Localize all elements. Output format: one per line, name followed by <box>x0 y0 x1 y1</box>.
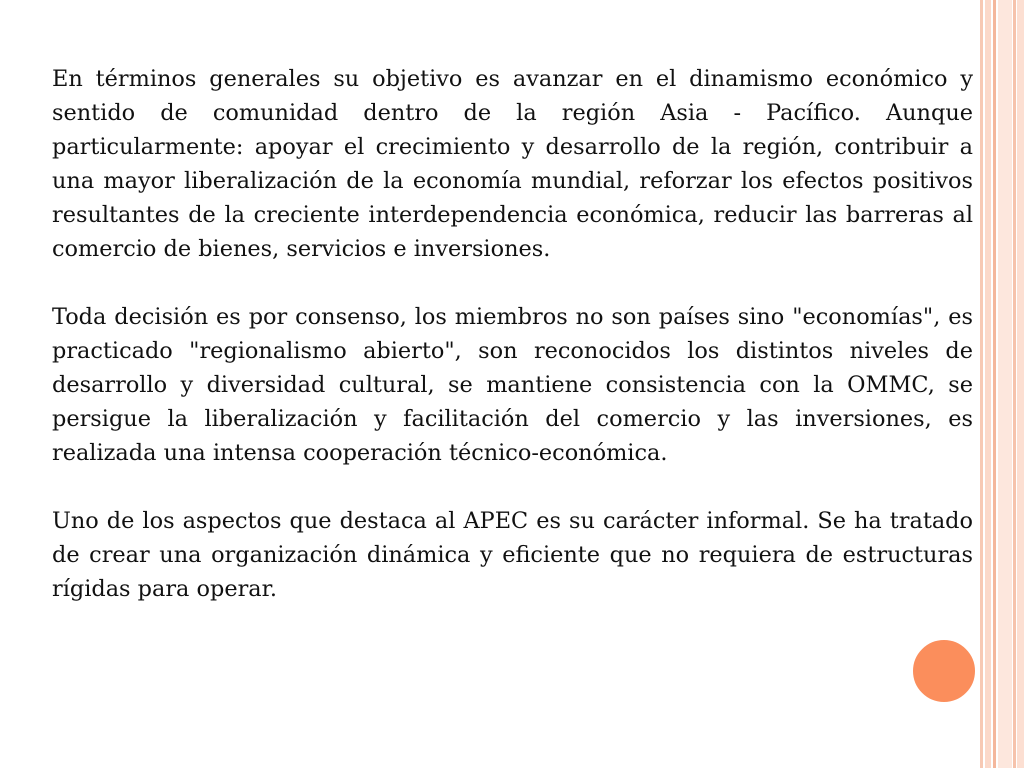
decorative-circle <box>910 637 978 705</box>
decorative-stripe <box>1013 0 1016 768</box>
decorative-stripe <box>985 0 991 768</box>
slide-body <box>52 62 973 640</box>
paragraph-objectives: En términos generales su objetivo es avanzar en el dinamismo económico y sentido de comunidad dentro de la región Asia - Pacífico. Aunque particularmente: apoyar el crecimiento y desarrollo de la región, contribuir a una mayor liberalización de la economía mundial, reforzar los efectos positivos resultantes de la creciente interdependencia económica, reducir las barreras al comercio de bienes, servicios e inversiones. <box>52 66 973 262</box>
paragraph-decisions: Toda decisión es por consenso, los miembros no son países sino "economías", es practicado "regionalismo abierto", son reconocidos los distintos niveles de desarrollo y diversidad cultural, se mantiene consistencia con la OMMC, se persigue la liberalización y facilitación del comercio y las inversiones, es realizada una intensa cooperación técnico-económica. <box>52 304 973 466</box>
paragraph-informal-character: Uno de los aspectos que destaca al APEC es su carácter informal. Se ha tratado de crear una organización dinámica y eficiente que no requiera de estructuras rígidas para operar. <box>52 508 973 602</box>
decorative-stripe <box>980 0 983 768</box>
decorative-stripe <box>998 0 1012 768</box>
decorative-stripe <box>993 0 996 768</box>
decorative-stripe <box>1017 0 1024 768</box>
